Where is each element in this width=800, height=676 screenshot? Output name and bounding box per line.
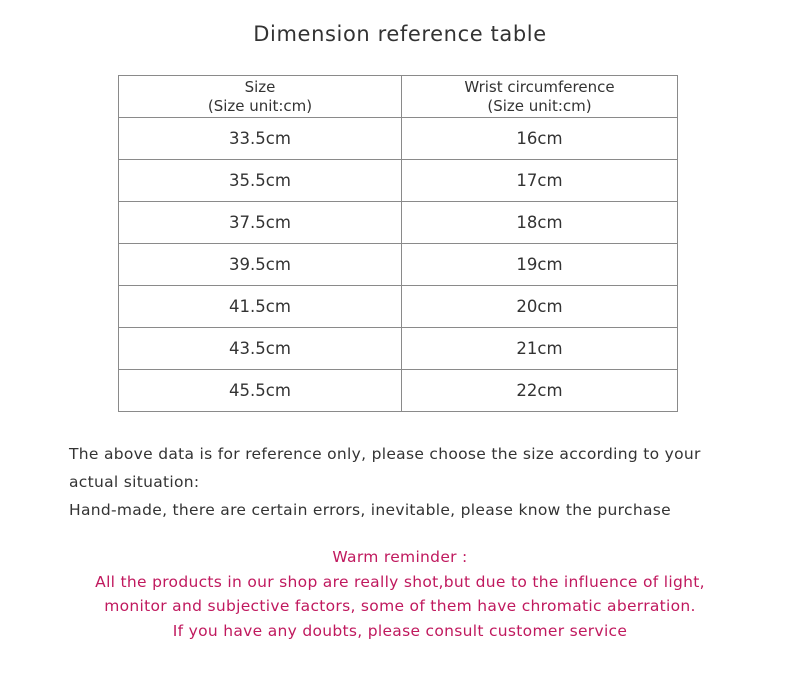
wrist-column-header xyxy=(402,76,678,118)
reminder-line: If you have any doubts, please consult customer service xyxy=(172,621,628,640)
size-header-label: Size xyxy=(244,77,276,96)
note-line: actual situation: xyxy=(69,473,200,491)
size-cell: 41.5cm xyxy=(119,286,402,328)
page-title: Dimension reference table xyxy=(253,22,547,46)
table-row xyxy=(119,118,678,160)
table-row xyxy=(119,370,678,412)
size-cell: 37.5cm xyxy=(119,202,402,244)
wrist-cell: 17cm xyxy=(402,160,678,202)
size-column-header xyxy=(119,76,402,118)
wrist-cell: 19cm xyxy=(402,244,678,286)
reminder-line: monitor and subjective factors, some of them have chromatic aberration. xyxy=(104,597,696,615)
wrist-cell: 20cm xyxy=(402,286,678,328)
size-cell: 43.5cm xyxy=(119,328,402,370)
wrist-cell: 21cm xyxy=(402,328,678,370)
warm-reminder xyxy=(0,545,800,643)
table-row xyxy=(119,202,678,244)
wrist-header-label: Wrist circumference xyxy=(464,77,615,96)
note-line: The above data is for reference only, please choose the size according to your xyxy=(69,445,701,463)
wrist-header-unit: (Size unit:cm) xyxy=(487,96,592,115)
reference-notes xyxy=(69,440,769,524)
size-cell: 33.5cm xyxy=(119,118,402,160)
table-row xyxy=(119,286,678,328)
reminder-line: All the products in our shop are really shot,but due to the influence of light, xyxy=(95,572,705,591)
size-cell: 45.5cm xyxy=(119,370,402,412)
size-cell: 39.5cm xyxy=(119,244,402,286)
note-line: Hand-made, there are certain errors, inevitable, please know the purchase xyxy=(69,501,671,519)
size-cell: 35.5cm xyxy=(119,160,402,202)
wrist-cell: 22cm xyxy=(402,370,678,412)
wrist-cell: 16cm xyxy=(402,118,678,160)
wrist-cell: 18cm xyxy=(402,202,678,244)
table-row xyxy=(119,244,678,286)
size-header-unit: (Size unit:cm) xyxy=(207,96,313,115)
dimension-table xyxy=(118,75,678,412)
table-row xyxy=(119,160,678,202)
table-row xyxy=(119,328,678,370)
table-header-row xyxy=(119,76,678,118)
reminder-heading: Warm reminder : xyxy=(332,548,468,566)
